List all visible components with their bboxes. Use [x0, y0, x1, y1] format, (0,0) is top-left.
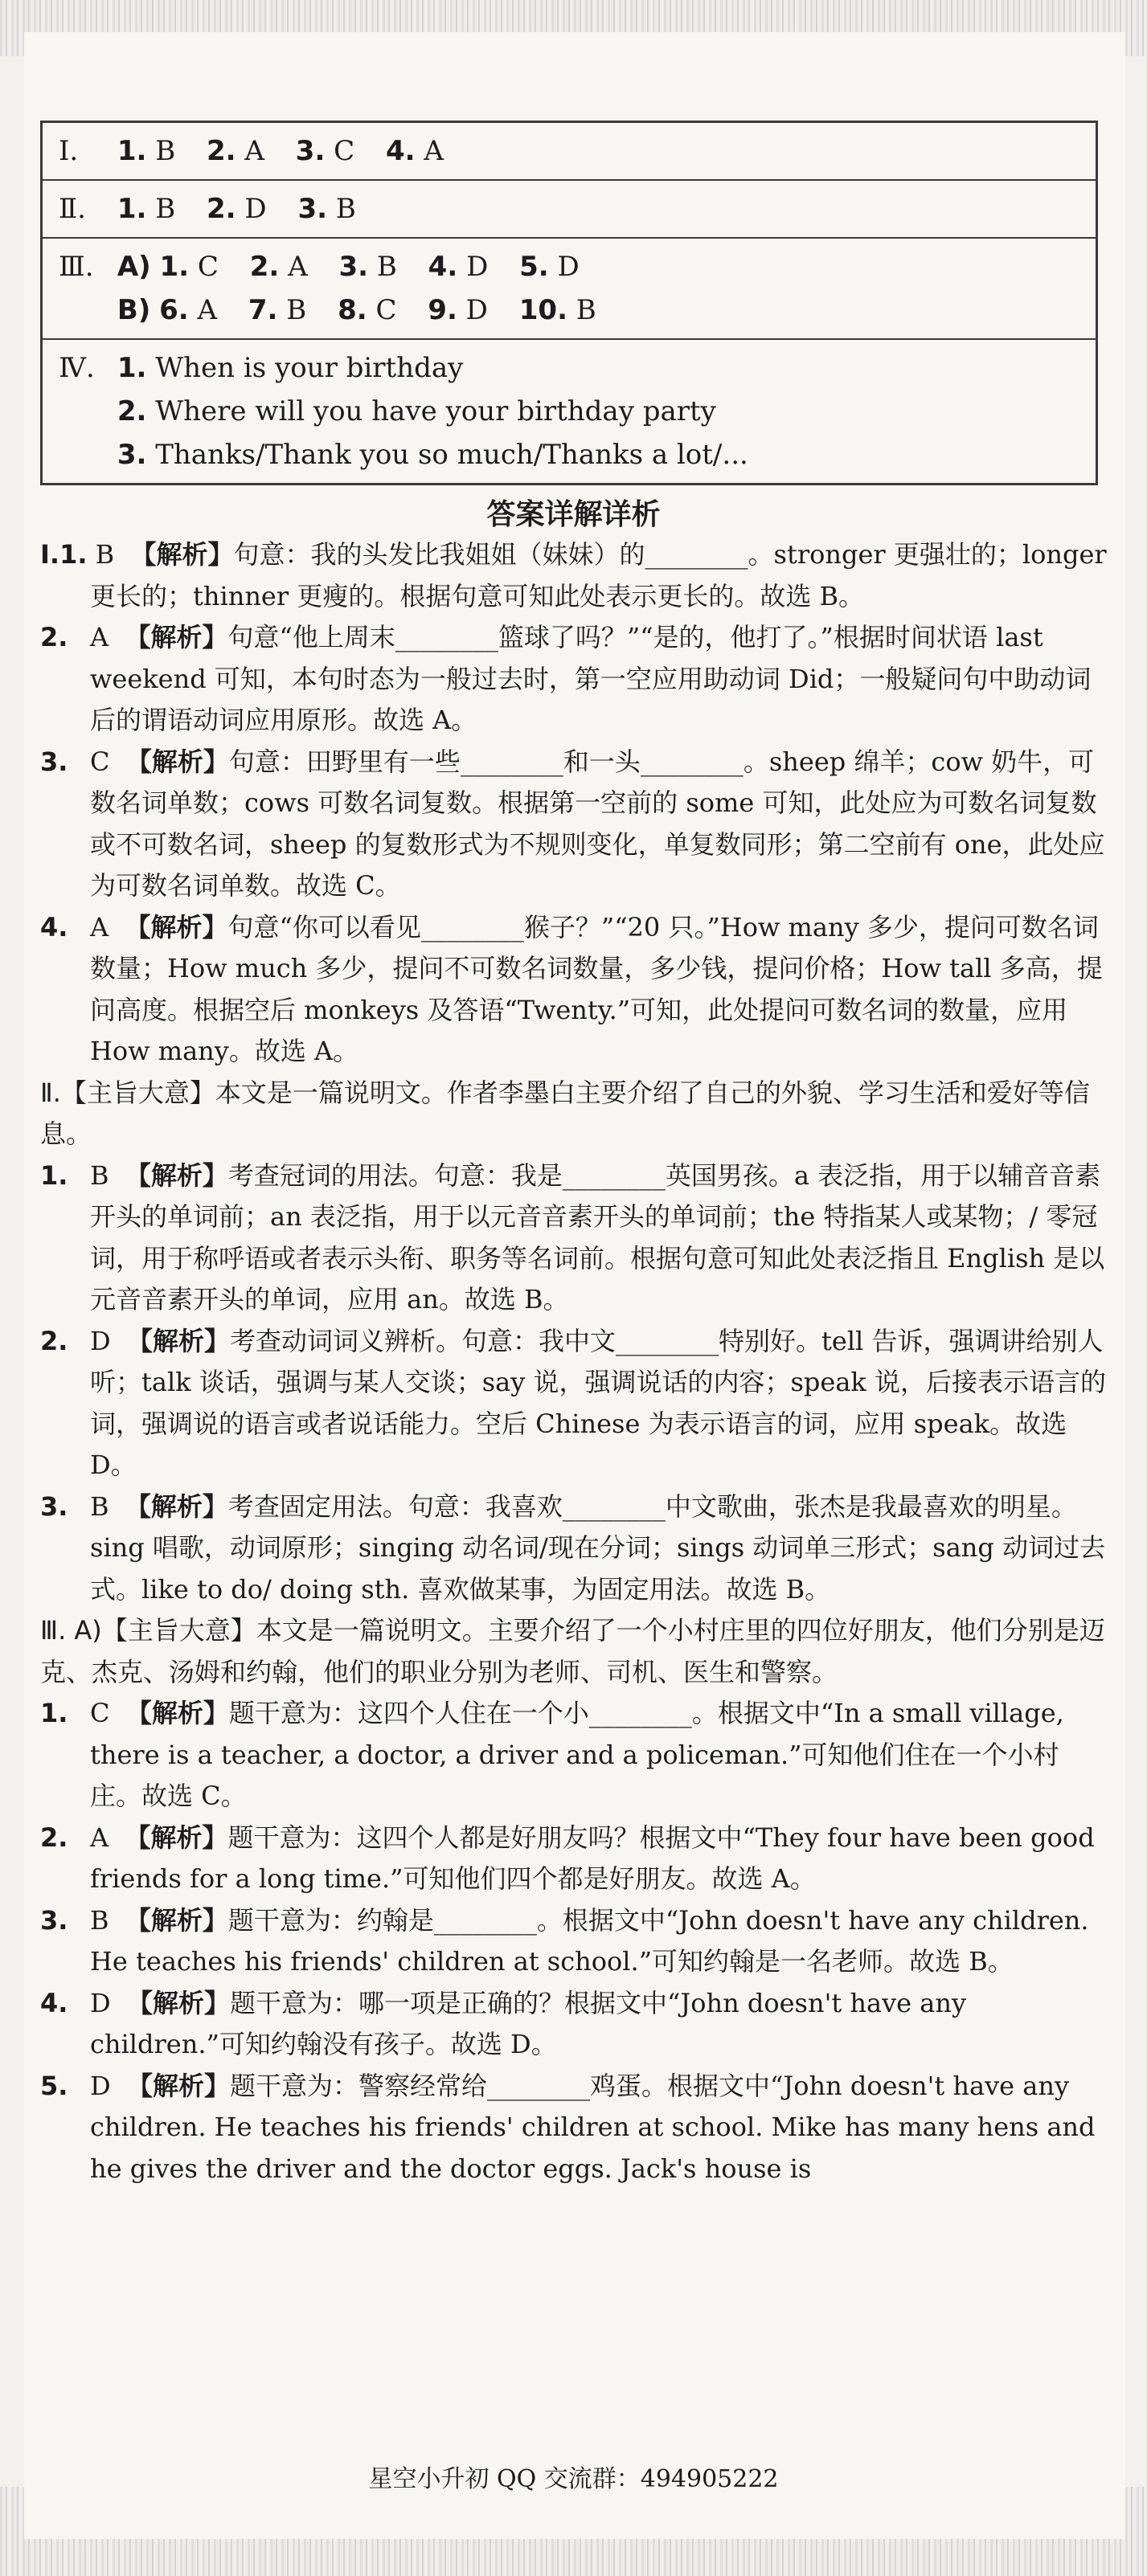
analysis-body	[40, 534, 1109, 2190]
roman-numeral: Ⅰ.	[59, 135, 79, 167]
analysis-item: 5. D 【解析】题干意为：警察经常给________鸡蛋。根据文中“John doesn't have any children. He teaches his friends' children at school. Mike has many hens and he gives the driver and the doctor eggs. Jack's house is	[40, 2070, 1096, 2184]
analysis-item: 4. A 【解析】句意“你可以看见________猴子？”“20 只。”How many 多少，提问可数名词数量；How much 多少，提问不可数名词数量，多少钱，提问价格；How tall 多高，提问高度。根据空后 monkeys 及答语“Twenty.”可知，此处提问可数名词的数量，应用 How many。故选 A。	[40, 911, 1103, 1066]
analysis-item: 4. D 【解析】题干意为：哪一项是正确的？根据文中“John doesn't have any children.”可知约翰没有孩子。故选 D。	[40, 1987, 967, 2059]
analysis-item: Ⅰ.1. B 【解析】句意：我的头发比我姐姐（妹妹）的________。stronger 更强壮的；longer 更长的；thinner 更瘦的。根据句意可知此处表示更长的。故选 B。	[40, 539, 1107, 611]
answer-row-1: Ⅰ. 1. B 2. A 3. C 4. A	[43, 123, 1096, 181]
analysis-item: 1. B 【解析】考查冠词的用法。句意：我是________英国男孩。a 表泛指，用于以辅音音素开头的单词前；an 表泛指，用于以元音音素开头的单词前；the 特指某人或某物；/ 零冠词，用于称呼语或者表示头衔、职务等名词前。根据句意可知此处表泛指且 English 是以元音音素开头的单词，应用 an。故选 B。	[40, 1159, 1105, 1315]
analysis-item: 2. A 【解析】题干意为：这四个人都是好朋友吗？根据文中“They four have been good friends for a long time.”可知他们四个都是好朋友。故选 A。	[40, 1822, 1095, 1894]
analysis-item: 3. B 【解析】考查固定用法。句意：我喜欢________中文歌曲，张杰是我最喜欢的明星。sing 唱歌，动词原形；singing 动名词/现在分词；sings 动词单三形式；sang 动词过去式。like to do/ doing sth. 喜欢做某事，为固定用法。故选 B。	[40, 1490, 1106, 1605]
answer-row-4: Ⅳ. 1. When is your birthday 2. Where will you have your birthday party 3. Thanks/Thank you so much/Thanks a lot/...	[43, 340, 1096, 483]
analysis-item: 3. C 【解析】句意：田野里有一些________和一头________。sheep 绵羊；cow 奶牛，可数名词单数；cows 可数名词复数。根据第一空前的 some 可知，此处应为可数名词复数或不可数名词，sheep 的复数形式为不规则变化，单复数同形；第二空前有 one，此处应为可数名词单数。故选 C。	[40, 746, 1105, 901]
analysis-item: 3. B 【解析】题干意为：约翰是________。根据文中“John doesn't have any children. He teaches his friends' children at school.”可知约翰是一名老师。故选 B。	[40, 1904, 1089, 1977]
analysis-item: 2. D 【解析】考查动词词义辨析。句意：我中文________特别好。tell 告诉，强调讲给别人听；talk 谈话，强调与某人交谈；say 说，强调说话的内容；speak 说，后接表示语言的词，强调说的语言或者说话能力。空后 Chinese 为表示语言的词，应用 speak。故选 D。	[40, 1325, 1106, 1480]
section-intro: Ⅱ.【主旨大意】本文是一篇说明文。作者李墨白主要介绍了自己的外貌、学习生活和爱好等信息。	[40, 1077, 1090, 1149]
answer-row-2: Ⅱ. 1. B 2. D 3. B	[43, 181, 1096, 239]
answer-key-box	[40, 121, 1098, 485]
analysis-item: 1. C 【解析】题干意为：这四个人住在一个小________。根据文中“In a small village, there is a teacher, a doctor, a driver and a policeman.”可知他们住在一个小村庄。故选 C。	[40, 1698, 1064, 1811]
page-footer: 星空小升初 QQ 交流群：494905222	[368, 2465, 779, 2493]
section-intro: Ⅲ. A)【主旨大意】本文是一篇说明文。主要介绍了一个小村庄里的四位好朋友，他们分别是迈克、杰克、汤姆和约翰，他们的职业分别为老师、司机、医生和警察。	[40, 1615, 1105, 1687]
roman-numeral: Ⅱ.	[59, 193, 86, 225]
roman-numeral: Ⅲ.	[59, 251, 94, 283]
answer-row-3: Ⅲ. A) 1. C 2. A 3. B 4. D 5. D B) 6. A 7. B 8. C 9. D 10. B	[43, 239, 1096, 340]
section-title: 答案详解详析	[486, 498, 661, 531]
roman-numeral: Ⅳ.	[59, 352, 95, 384]
analysis-item: 2. A 【解析】句意“他上周末________篮球了吗？”“是的，他打了。”根据时间状语 last weekend 可知，本句时态为一般过去时，第一空应用助动词 Did；一般疑问句中助动词后的谓语动词应用原形。故选 A。	[40, 622, 1092, 735]
